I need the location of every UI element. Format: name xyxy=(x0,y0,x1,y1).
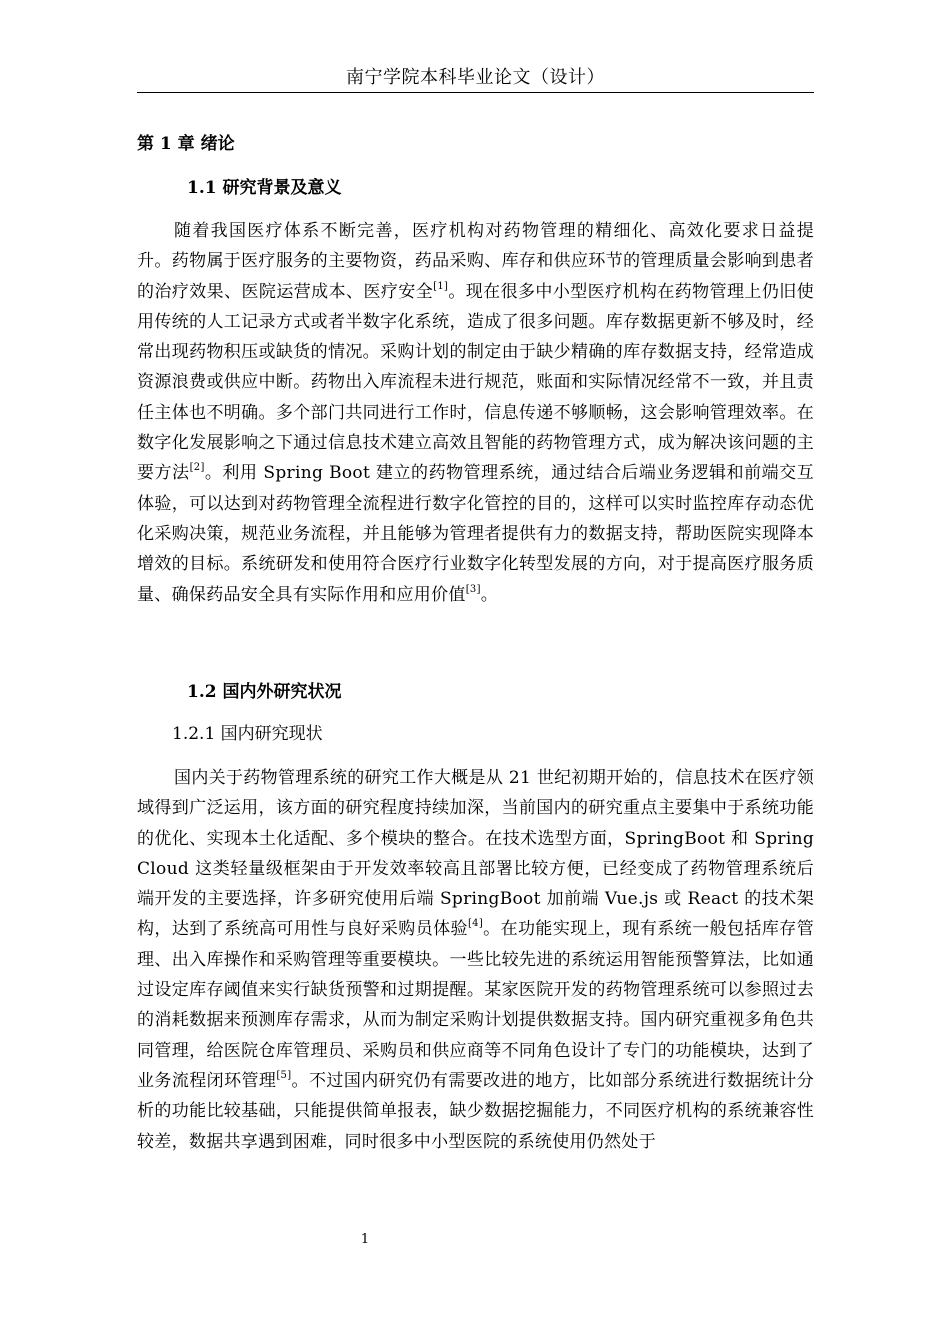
section-1-2-title: 1.2 国内外研究状况 xyxy=(187,682,342,702)
page-number: 1 xyxy=(360,1232,370,1247)
chapter-title: 第 1 章 绪论 xyxy=(137,134,235,154)
citation-ref: [4] xyxy=(467,918,484,930)
paragraph-text: 。 xyxy=(480,584,499,605)
paragraph-text: 。不过国内研究仍有需要改进的地方，比如部分系统进行数据统计分析的功能比较基础，只能提供简单报表，缺少数据挖掘能力，不同医疗机构的系统兼容性较差，数据共享遇到困难，同时很多中小型医院的系统使用仍然处于 xyxy=(137,1070,815,1152)
paragraph-text: 。利用 Spring Boot 建立的药物管理系统，通过结合后端业务逻辑和前端交互体验，可以达到对药物管理全流程进行数字化管控的目的，这样可以实时监控库存动态优化采购决策，规范业务流程，并且能够为管理者提供有力的数据支持，帮助医院实现降本增效的目标。系统研发和使用符合医疗行业数字化转型发展的方向，对于提高医疗服务质量、确保药品安全具有实际作用和应用价值 xyxy=(137,463,814,605)
header-rule xyxy=(137,92,814,93)
section-1-2-1-title: 1.2.1 国内研究现状 xyxy=(172,724,323,744)
citation-ref: [1] xyxy=(433,280,449,292)
section-1-2-1-paragraph xyxy=(137,763,814,1157)
paragraph-text: 随着我国医疗体系不断完善，医疗机构对药物管理的精细化、高效化要求日益提升。药物属于医疗服务的主要物资，药品采购、库存和供应环节的管理质量会影响到患者的治疗效果、医院运营成本、医疗安全 xyxy=(137,221,814,302)
paragraph-text: 国内关于药物管理系统的研究工作大概是从 21 世纪初期开始的，信息技术在医疗领域得到广泛运用，该方面的研究程度持续加深，当前国内的研究重点主要集中于系统功能的优化、实现本土化适配、多个模块的整合。在技术选型方面，SpringBoot 和 Spring Cloud 这类轻量级框架由于开发效率较高且部署比较方便，已经变成了药物管理系统后端开发的主要选择，许多研究使用后端 SpringBoot 加前端 Vue.js 或 React 的技术架构，达到了系统高可用性与良好采购员体验 xyxy=(137,768,814,940)
section-1-1-paragraph xyxy=(137,216,814,610)
citation-ref: [5] xyxy=(276,1069,292,1081)
page-header: 南宁学院本科毕业论文（设计） xyxy=(346,67,605,88)
paragraph-text: 。在功能实现上，现有系统一般包括库存管理、出入库操作和采购管理等重要模块。一些比较先进的系统运用智能预警算法，比如通过设定库存阈值来实行缺货预警和过期提醒。某家医院开发的药物管理系统可以参照过去的消耗数据来预测库存需求，从而为制定采购计划提供数据支持。国内研究重视多角色共同管理，给医院仓库管理员、采购员和供应商等不同角色设计了专门的功能模块，达到了业务流程闭环管理 xyxy=(137,919,815,1091)
paragraph-text: 。现在很多中小型医疗机构在药物管理上仍旧使用传统的人工记录方式或者半数字化系统，造成了很多问题。库存数据更新不够及时，经常出现药物积压或缺货的情况。采购计划的制定由于缺少精确的库存数据支持，经常造成资源浪费或供应中断。药物出入库流程未进行规范，账面和实际情况经常不一致，并且责任主体也不明确。多个部门共同进行工作时，信息传递不够顺畅，这会影响管理效率。在数字化发展影响之下通过信息技术建立高效且智能的药物管理方式，成为解决该问题的主要方法 xyxy=(137,281,814,484)
citation-ref: [2] xyxy=(189,462,205,474)
section-1-1-title: 1.1 研究背景及意义 xyxy=(187,178,342,198)
citation-ref: [3] xyxy=(465,583,481,595)
